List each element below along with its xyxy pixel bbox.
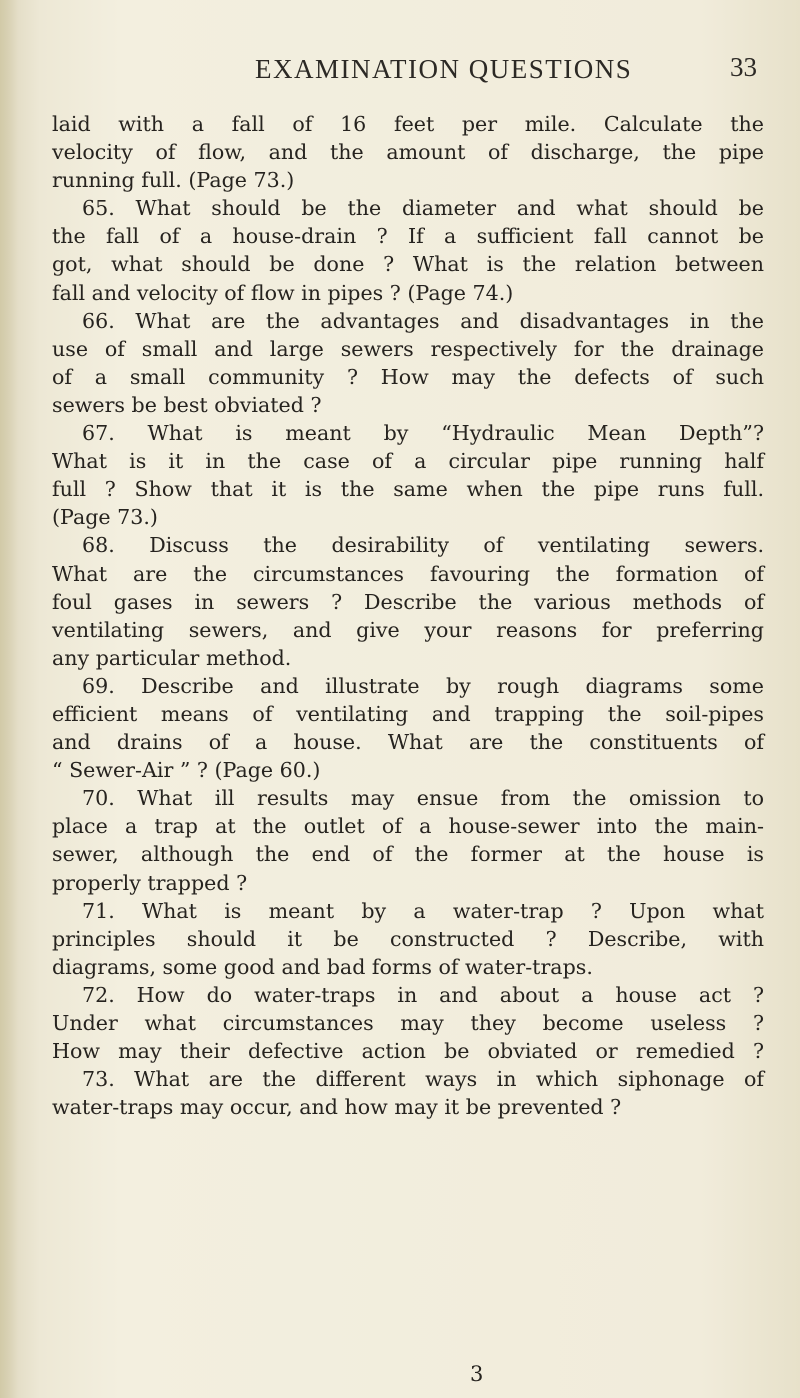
text-line: sewer, although the end of the former at the house is <box>52 842 764 867</box>
text-line: place a trap at the outlet of a house-sewer into the main- <box>52 814 764 839</box>
text-line: got, what should be done ? What is the relation between <box>52 252 764 277</box>
text-line: 71. What is meant by a water-trap ? Upon what <box>82 898 764 923</box>
text-line: use of small and large sewers respectively for the drainage <box>52 336 764 361</box>
page-body-text <box>52 110 764 1121</box>
text-line: properly trapped ? <box>52 870 248 895</box>
text-line: full ? Show that it is the same when the pipe runs full. <box>52 477 764 502</box>
text-line: (Page 73.) <box>52 505 158 530</box>
text-line: water-traps may occur, and how may it be prevented ? <box>52 1095 622 1120</box>
text-line: principles should it be constructed ? Describe, with <box>52 926 764 951</box>
text-line: 65. What should be the diameter and what should be <box>82 196 764 221</box>
text-line: sewers be best obviated ? <box>52 392 322 417</box>
text-line: What are the circumstances favouring the formation of <box>52 561 764 586</box>
running-title: EXAMINATION QUESTIONS <box>255 54 633 84</box>
text-line: laid with a fall of 16 feet per mile. Calculate the <box>52 112 764 136</box>
text-line: the fall of a house-drain ? If a sufficient fall cannot be <box>52 224 764 249</box>
text-line: 66. What are the advantages and disadvantages in the <box>82 308 764 333</box>
signature-mark: 3 <box>470 1362 484 1386</box>
text-line: foul gases in sewers ? Describe the various methods of <box>52 589 764 614</box>
text-line: velocity of flow, and the amount of discharge, the pipe <box>52 140 764 165</box>
text-line: 67. What is meant by “Hydraulic Mean Depth”? <box>82 421 764 446</box>
text-line: 69. Describe and illustrate by rough diagrams some <box>82 673 764 698</box>
text-line: What is it in the case of a circular pipe running half <box>52 449 764 474</box>
text-line: any particular method. <box>52 645 292 670</box>
text-line: efficient means of ventilating and trapping the soil-pipes <box>52 701 764 726</box>
text-line: fall and velocity of flow in pipes ? (Page 74.) <box>52 280 514 305</box>
text-line: and drains of a house. What are the constituents of <box>52 730 764 755</box>
text-line: Under what circumstances may they become useless ? <box>52 1011 764 1035</box>
text-line: 68. Discuss the desirability of ventilating sewers. <box>82 533 764 558</box>
text-line: diagrams, some good and bad forms of water-traps. <box>52 954 593 979</box>
page-number: 33 <box>730 52 757 82</box>
text-line: running full. (Page 73.) <box>52 168 295 193</box>
text-line: ventilating sewers, and give your reasons for preferring <box>52 617 764 642</box>
text-line: 72. How do water-traps in and about a house act ? <box>82 982 764 1007</box>
text-line: 73. What are the different ways in which siphonage of <box>82 1067 764 1092</box>
text-line: How may their defective action be obviated or remedied ? <box>52 1039 764 1064</box>
text-line: 70. What ill results may ensue from the omission to <box>82 786 764 811</box>
text-line: of a small community ? How may the defects of such <box>52 364 764 389</box>
text-line: “ Sewer-Air ” ? (Page 60.) <box>52 758 321 783</box>
